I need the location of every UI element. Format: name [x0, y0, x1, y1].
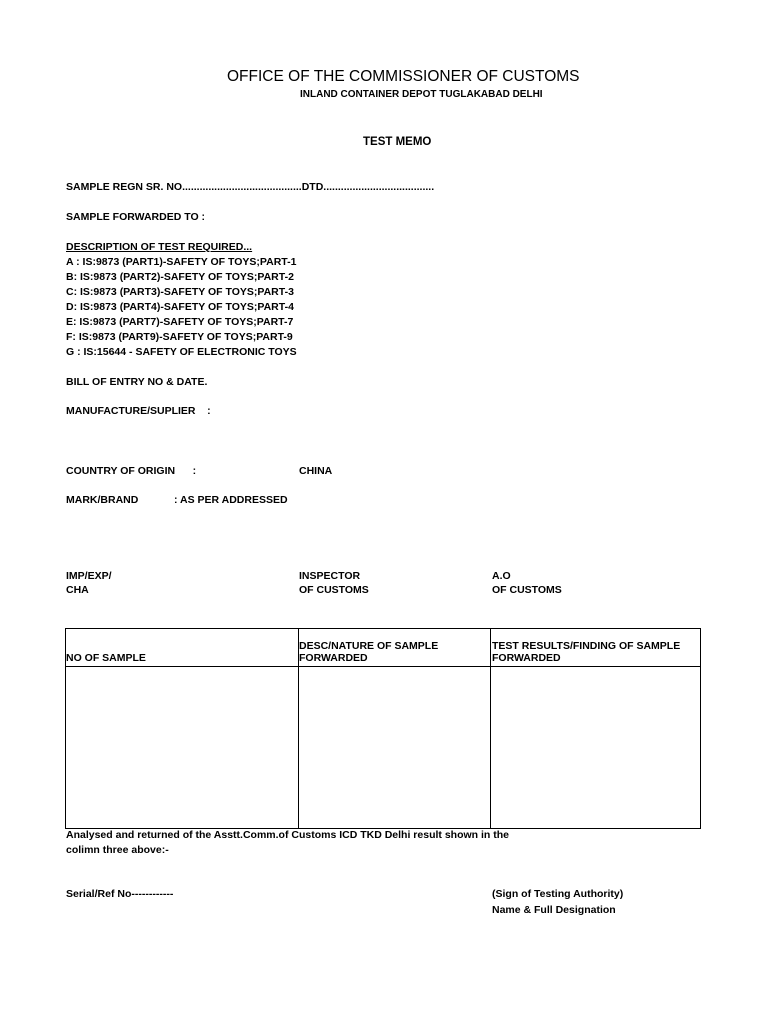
- sample-regn-field: SAMPLE REGN SR. NO.........................................DTD......................................: [66, 181, 435, 193]
- memo-title: TEST MEMO: [363, 136, 432, 148]
- col-header-desc-line2: FORWARDED: [299, 652, 368, 664]
- table-header-divider: [65, 666, 701, 667]
- test-item: E: IS:9873 (PART7)-SAFETY OF TOYS;PART-7: [66, 316, 294, 328]
- country-label: COUNTRY OF ORIGIN :: [66, 465, 197, 477]
- inspector-customs-label: OF CUSTOMS: [299, 584, 369, 596]
- description-heading: DESCRIPTION OF TEST REQUIRED...: [66, 241, 253, 253]
- manufacture-field: MANUFACTURE/SUPLIER :: [66, 405, 211, 417]
- table-border-top: [65, 628, 701, 629]
- col-header-results-line1: TEST RESULTS/FINDING OF SAMPLE: [492, 640, 681, 652]
- col-header-results-line2: FORWARDED: [492, 652, 561, 664]
- ao-customs-label: OF CUSTOMS: [492, 584, 562, 596]
- country-value: CHINA: [299, 465, 333, 477]
- name-designation: Name & Full Designation: [492, 904, 616, 916]
- col-header-results: [492, 640, 680, 664]
- inspector-label: INSPECTOR: [299, 570, 361, 582]
- office-title: OFFICE OF THE COMMISSIONER OF CUSTOMS: [227, 68, 580, 85]
- depot-subtitle: INLAND CONTAINER DEPOT TUGLAKABAD DELHI: [300, 89, 543, 100]
- sample-forwarded-field: SAMPLE FORWARDED TO :: [66, 211, 206, 223]
- imp-exp-label: IMP/EXP/: [66, 570, 112, 582]
- test-item: C: IS:9873 (PART3)-SAFETY OF TOYS;PART-3: [66, 286, 294, 298]
- col-header-no-of-sample: NO OF SAMPLE: [66, 652, 146, 664]
- test-item: A : IS:9873 (PART1)-SAFETY OF TOYS;PART-1: [66, 256, 297, 268]
- test-item: F: IS:9873 (PART9)-SAFETY OF TOYS;PART-9: [66, 331, 293, 343]
- cha-label: CHA: [66, 584, 89, 596]
- test-item: G : IS:15644 - SAFETY OF ELECTRONIC TOYS: [66, 346, 297, 358]
- col-header-desc-line1: DESC/NATURE OF SAMPLE: [299, 640, 439, 652]
- sign-testing-authority: (Sign of Testing Authority): [492, 888, 624, 900]
- table-border-right: [700, 628, 701, 829]
- test-item: D: IS:9873 (PART4)-SAFETY OF TOYS;PART-4: [66, 301, 294, 313]
- analysed-line1: Analysed and returned of the Asstt.Comm.of Customs ICD TKD Delhi result shown in the: [66, 829, 509, 841]
- ao-label: A.O: [492, 570, 511, 582]
- mark-value: : AS PER ADDRESSED: [174, 494, 288, 506]
- mark-label: MARK/BRAND: [66, 494, 139, 506]
- bill-of-entry-field: BILL OF ENTRY NO & DATE.: [66, 376, 208, 388]
- table-col-divider: [490, 628, 491, 829]
- serial-ref-field: Serial/Ref No------------: [66, 888, 174, 900]
- col-header-desc: [299, 640, 438, 664]
- test-item: B: IS:9873 (PART2)-SAFETY OF TOYS;PART-2: [66, 271, 294, 283]
- analysed-line2: colimn three above:-: [66, 844, 169, 856]
